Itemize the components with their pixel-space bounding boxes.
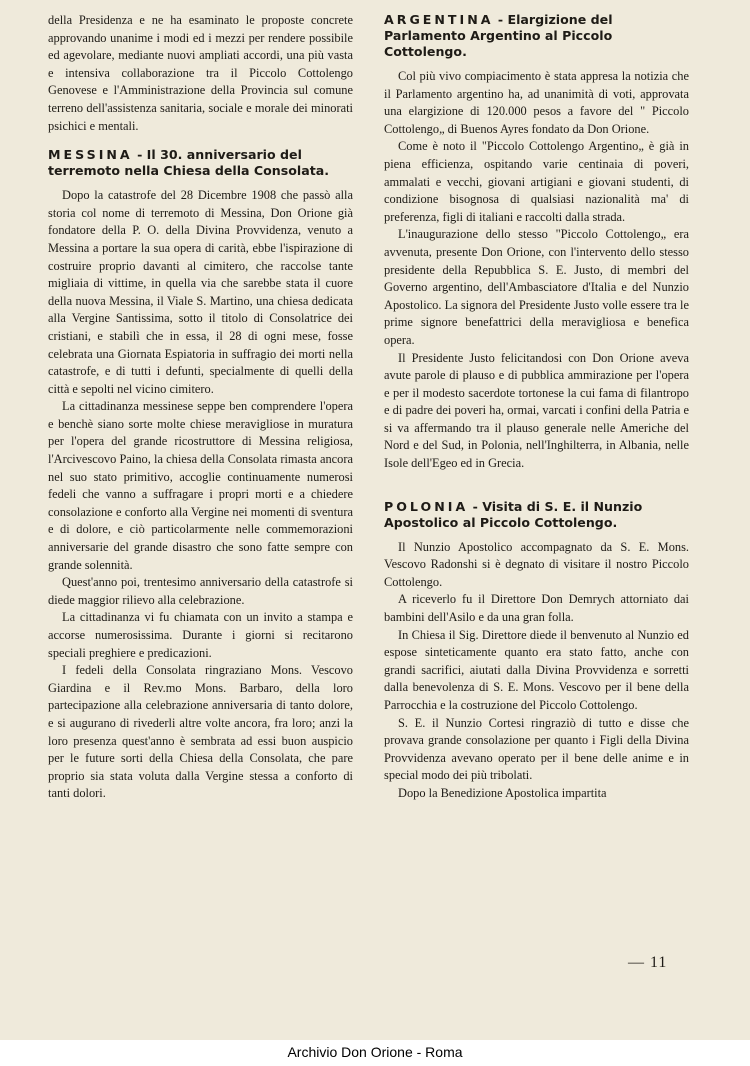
messina-title: - Il 30. anniversario del terremoto nella Chiesa della Consolata. — [48, 147, 330, 179]
body-paragraph: Dopo la Benedizione Apostolica impartita — [398, 785, 607, 800]
body-paragraph: Come è noto il "Piccolo Cottolengo Argentino„ è già in piena efficienza, ospitando varie centinaia di poveri, ammalati e vecchi, giovani artigiani e giovani studenti, di condizione bisognosa di qualsiasi nazionalità ma' di preferenza, figli di italiani e raccolti dalla strada. — [384, 139, 689, 224]
page-number: — 11 — [628, 954, 668, 971]
archive-footer: Archivio Don Orione - Roma — [287, 1044, 463, 1060]
body-paragraph: Col più vivo compiacimento è stata appresa la notizia che il Parlamento argentino ha, ad unanimità di voti, approvata una elargizione di 120.000 pesos a favore del " Piccolo Cottolengo„ di Buenos Ayres fondato da Don Orione. — [384, 69, 689, 136]
messina-place: MESSINA — [48, 147, 133, 163]
polonia-place: POLONIA — [384, 498, 469, 514]
body-paragraph: Il Presidente Justo felicitandosi con Don Orione aveva avute parole di plauso e di pubblica ammirazione per l'opera e per il modesto sacerdote tortonese la cui fama di filantropo e di padre dei poveri ha, ormai, varcati i confini della Patria e si va affermando tra il plauso generale nelle Americhe del Nord e del Sud, in Polonia, nell'Inghilterra, in Albania, nelle Isole dell'Egeo ed in Grecia. — [384, 350, 689, 471]
intro-paragraph: della Presidenza e ne ha esaminato le proposte concrete approvando unanime i modi ed i mezzi per rendere possibile ed agevolare, mediante nuovi ampliati accordi, una più vasta e intensiva collaborazione tra il Piccolo Cottolengo Genovese e l'Amministrazione della Provincia sul comune terreno dell'assistenza sanitaria, sociale e morale dei minorati psichici e mentali. — [48, 13, 353, 133]
body-paragraph: I fedeli della Consolata ringraziano Mons. Vescovo Giardina e il Rev.mo Mons. Barbaro, della loro partecipazione alla celebrazione anniversaria di tanto dolore, e si augurano di rivederli altre volte ancora, fra loro; anzi la loro presenza quest'anno è sembrata ad essi buon auspicio per le future sorti della Chiesa della Consolata, che pare proprio sia stata voluta dalla Vergine stessa a conforto di tanti dolori. — [48, 663, 353, 801]
argentina-heading — [384, 12, 689, 60]
body-paragraph: A riceverlo fu il Direttore Don Demrych attorniato dai bambini dell'Asilo e da una gran folla. — [384, 592, 689, 625]
left-column — [48, 12, 353, 803]
body-paragraph: L'inaugurazione dello stesso "Piccolo Cottolengo„ era avvenuta, presente Don Orione, con l'intervento dello stesso presidente della Repubblica S. E. Justo, di membri del Governo argentino, dell'Ambasciatore d'Italia e del Nunzio Apostolico. La signora del Presidente Justo volle essere tra le prime signore benefattrici della meravigliosa e benefica opera. — [384, 227, 689, 347]
messina-heading — [48, 147, 353, 179]
body-paragraph: La cittadinanza vi fu chiamata con un invito a stampa e accorse numerosissima. Durante i giorni si recitarono speciali preghiere e predicazioni. — [48, 610, 353, 660]
right-column — [384, 12, 689, 803]
body-paragraph: La cittadinanza messinese seppe ben comprendere l'opera e benchè siano sorte molte chiese meravigliose in muratura per l'opera del grande ricostruttore di Messina religiosa, l'Arcivescovo Paino, la chiesa della Consolata rimasta ancora nel suo stato primitivo, accoglie continuamente numerosi fedeli che vanno a suffragare i propri morti e a chiedere consolazione e conforto alla Vergine nei momenti di sventura e di dolore, e ciò particolarmente nelle commemorazioni anniversarie del grande disastro che sono fatte sempre con grande solennità. — [48, 399, 353, 572]
argentina-title: - Elargizione del Parlamento Argentino al Piccolo Cottolengo. — [384, 12, 613, 59]
body-paragraph: Il Nunzio Apostolico accompagnato da S. E. Mons. Vescovo Radonshi si è degnato di visitare il nostro Piccolo Cottolengo. — [384, 539, 689, 589]
body-paragraph: S. E. il Nunzio Cortesi ringraziò di tutto e disse che provava grande consolazione per quanto i Figli della Divina Provvidenza avevano operato per il bene delle anime e in special modo dei più tribolati. — [384, 715, 689, 783]
body-paragraph: In Chiesa il Sig. Direttore diede il benvenuto al Nunzio ed espose sinteticamente quanto era stato fatto, anche con grandi sacrifici, aiutati dalla Divina Provvidenza e sorretti dalla benevolenza di S. E. Mons. Vescovo per il bene della Parrocchia e la costruzione del Piccolo Cottolengo. — [384, 627, 689, 712]
polonia-heading — [384, 499, 689, 531]
body-paragraph: Dopo la catastrofe del 28 Dicembre 1908 che passò alla storia col nome di terremoto di Messina, Don Orione già fondatore della P. O. della Divina Provvidenza, venuto a Messina a portare la sua opera di carità, ebbe l'ispirazione di costruire proprio davanti al cimitero, che raccolse tante migliaia di vittime, in quella via che sarebbe stata il cuore della nuova Messina, il Viale S. Martino, una chiesa dedicata alla Vergine Santissima, sotto il titolo di Consolatrice dei cristiani, e stabilì che in essa, il 28 di ogni mese, fosse celebrata una Giornata Espiatoria in suffragio dei morti nella catastrofe, e di tutti i defunti, specialmente di quelli della città e sepolti nel vicino cimitero. — [48, 188, 353, 396]
polonia-title: - Visita di S. E. il Nunzio Apostolico al Piccolo Cottolengo. — [384, 498, 643, 530]
argentina-place: ARGENTINA — [384, 12, 494, 27]
body-paragraph: Quest'anno poi, trentesimo anniversario della catastrofe si diede maggior rilievo alla celebrazione. — [48, 575, 353, 607]
